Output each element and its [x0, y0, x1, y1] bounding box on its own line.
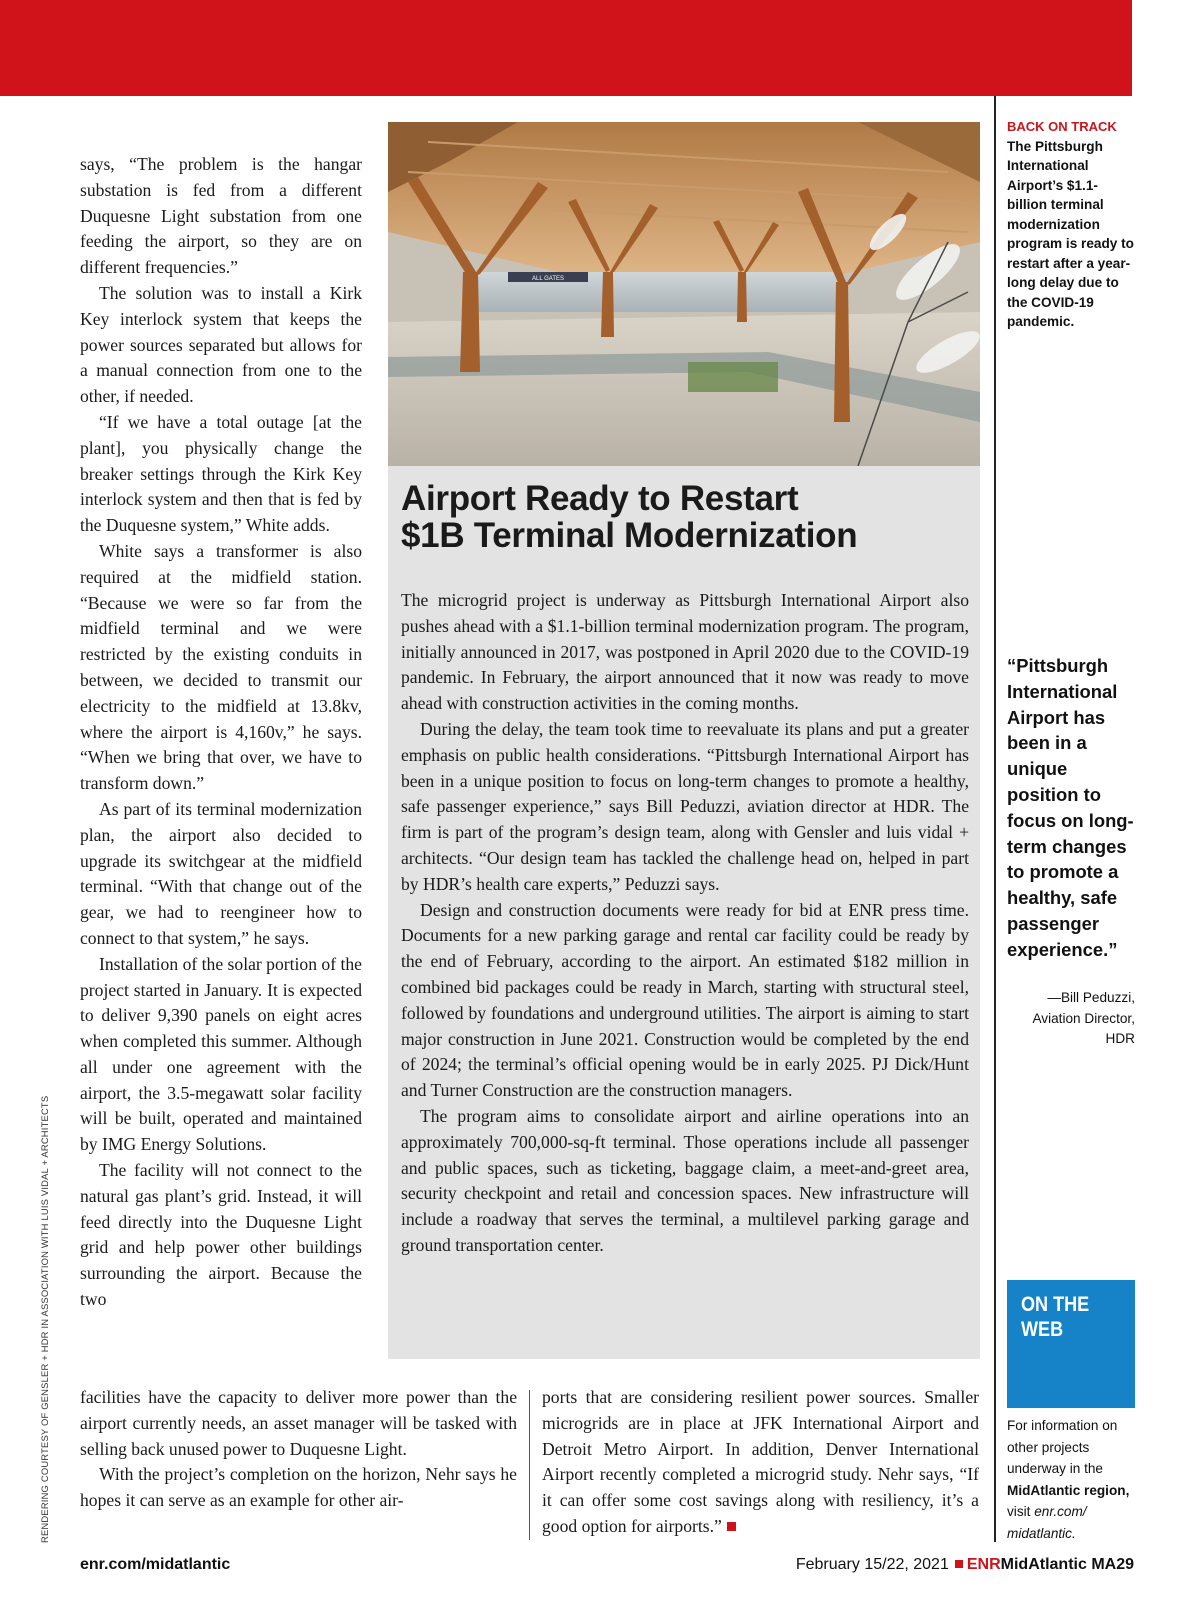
photo-caption — [1007, 117, 1135, 332]
paragraph: The facility will not connect to the natural gas plant’s grid. Instead, it will feed directly into the Duquesne Light grid and help power other buildings surrounding the airport. Because the two — [80, 1160, 362, 1310]
paragraph: Installation of the solar portion of the project started in January. It is expected to deliver 9,390 panels on eight acres when completed this summer. Although all under one agreement with the airport, the 3.5-megawatt solar facility will be built, operated and maintained by IMG Energy Solutions. — [80, 953, 362, 1155]
web-text-visit: visit — [1007, 1504, 1031, 1519]
top-color-bar — [0, 0, 1132, 96]
headline-line-2: $1B Terminal Modernization — [401, 516, 858, 555]
pull-quote: “Pittsburgh International Airport has been in a unique position to focus on long-term changes to promote a healthy, safe passenger experience.” — [1007, 655, 1134, 960]
separator-square — [955, 1560, 963, 1568]
caption-text: The Pittsburgh International Airport’s $1.1-billion terminal modernization program is ready to restart after a year-long delay due to the COVID-19 pandemic. — [1007, 138, 1134, 329]
paragraph: The program aims to consolidate airport and airline operations into an approximately 700,000-sq-ft terminal. Those operations include all passenger and public spaces, such as ticketing, baggage claim, a meet-and-greet area, security checkpoint and retail and concession spaces. New infrastructure will include a roadway that serves the terminal, a multilevel parking garage and ground transportation center. — [401, 1105, 969, 1255]
paragraph — [542, 1385, 979, 1540]
bottom-left-column — [80, 1385, 517, 1514]
caption-kicker: BACK ON TRACK — [1007, 119, 1117, 134]
paragraph: During the delay, the team took time to reevaluate its plans and put a greater emphasis on public health considerations. “Pittsburgh International Airport has been in a unique position to focus on long-term changes to promote a healthy, safe passenger experience,” says Bill Peduzzi, aviation director at HDR. The firm is part of the program’s design team, along with Gensler and luis vidal + architects. “Our design team has tackled the challenge head on, helped in part by HDR’s health care experts,” Peduzzi says. — [401, 718, 969, 894]
end-of-story-mark — [727, 1522, 736, 1531]
photo-sign-text: ALL GATES — [531, 276, 565, 282]
web-text-region: MidAtlantic region, — [1007, 1482, 1130, 1498]
pull-quote-attribution — [1007, 988, 1135, 1050]
footer-url[interactable]: enr.com/midatlantic — [80, 1556, 231, 1573]
web-link[interactable]: enr.com/ midatlantic. — [1007, 1504, 1087, 1541]
closing-text: ports that are considering resilient power sources. Smaller microgrids are in place at JFK International Airport and Detroit Metro Airport. In addition, Denver International Airport recently completed a microgrid study. Nehr says, “If it can offer some cost savings along with resiliency, it’s a good option for airports.” — [542, 1387, 979, 1536]
paragraph: As part of its terminal modernization plan, the airport also decided to upgrade its switchgear at the midfield terminal. “With that change out of the gear, we had to reengineer how to connect to that system,” he says. — [80, 798, 362, 948]
paragraph: facilities have the capacity to deliver more power than the airport currently needs, an asset manager will be tasked with selling back unused power to Duquesne Light. — [80, 1387, 517, 1459]
terminal-illustration — [388, 122, 980, 466]
sidebar-headline — [401, 480, 971, 554]
on-the-web-box — [1007, 1280, 1135, 1408]
on-the-web-title — [1021, 1292, 1116, 1342]
bottom-right-column — [542, 1385, 979, 1540]
paragraph: says, “The problem is the hangar substation is fed from a different Duquesne Light substation from one feeding the airport, so they are on different frequencies.” — [80, 154, 362, 278]
brand-name: MidAtlantic — [1000, 1556, 1087, 1573]
paragraph: White says a transformer is also required at the midfield station. “Because we were so far from the midfield terminal and we were restricted by the existing conduits in between, we decided to transmit our electricity to the midfield at 13.8kv, where the airport is 4,160v,” he says. “When we bring that over, we have to transform down.” — [80, 540, 362, 794]
paragraph: Design and construction documents were ready for bid at ENR press time. Documents for a new parking garage and rental car facility could be ready by the end of February, according to the airport. An estimated $182 million in combined bid packages could be ready in March, starting with structural steel, followed by foundations and underground utilities. The airport is aiming to start major construction in June 2021. Construction would be completed by the end of 2024; the terminal’s official opening would be in early 2025. PJ Dick/Hunt and Turner Construction are the construction managers. — [401, 899, 969, 1101]
paragraph: “If we have a total outage [at the plant], you physically change the breaker settings through the Kirk Key interlock system and then that is fed by the Duquesne system,” White adds. — [80, 411, 362, 536]
attribution-title: Aviation Director, — [1032, 1010, 1135, 1026]
column-divider — [529, 1390, 530, 1540]
image-credit: RENDERING COURTESY OF GENSLER + HDR IN ASSOCIATION WITH LUIS VIDAL + ARCHITECTS — [39, 1095, 50, 1543]
page-number: MA29 — [1091, 1556, 1134, 1573]
paragraph: The microgrid project is underway as Pittsburgh International Airport also pushes ahead with a $1.1-billion terminal modernization program. The program, initially announced in 2017, was postponed in April 2020 due to the COVID-19 pandemic. In February, the airport announced that it now was ready to move ahead with construction activities in the coming months. — [401, 590, 969, 714]
right-rail-rule — [994, 96, 996, 1542]
paragraph: With the project’s completion on the horizon, Nehr says he hopes it can serve as an example for other air- — [80, 1464, 517, 1511]
footer-folio — [796, 1556, 1134, 1574]
headline-line-1: Airport Ready to Restart — [401, 479, 799, 518]
web-title-line-2: WEB — [1021, 1318, 1064, 1341]
terminal-rendering-photo — [388, 122, 980, 466]
web-text-intro: For information on other projects underway in the — [1007, 1418, 1118, 1476]
attribution-org: HDR — [1105, 1031, 1135, 1046]
web-title-line-1: ON THE — [1021, 1293, 1090, 1316]
on-the-web-text — [1007, 1415, 1139, 1544]
enr-logo: ENR — [966, 1556, 1001, 1573]
paragraph: The solution was to install a Kirk Key interlock system that keeps the power sources separated but allows for a manual connection from one to the other, if needed. — [80, 282, 362, 407]
left-column — [80, 152, 362, 1313]
attribution-name: —Bill Peduzzi, — [1047, 990, 1135, 1005]
issue-date: February 15/22, 2021 — [795, 1556, 949, 1573]
sidebar-article — [401, 588, 969, 1259]
